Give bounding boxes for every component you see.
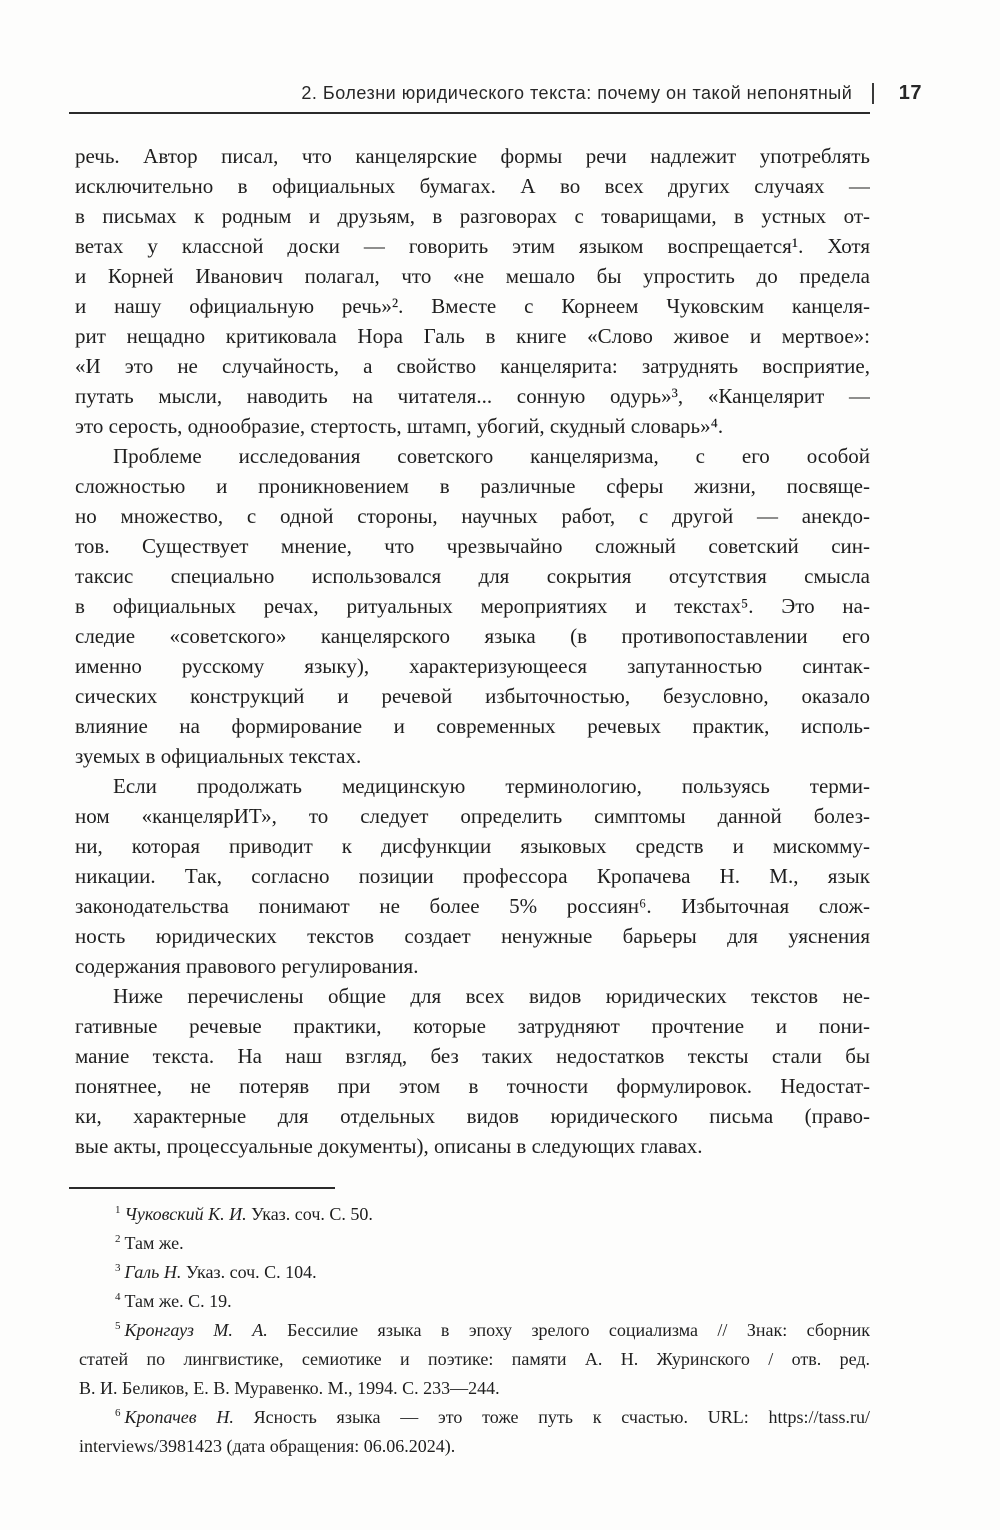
body-line-text: вые акты, процессуальные документы), описаны в следующих главах. bbox=[75, 1134, 703, 1158]
footnote-text: interviews/3981423 (дата обращения: 06.06.2024). bbox=[79, 1436, 456, 1456]
footnote-marker: 3 bbox=[115, 1262, 121, 1274]
body-line bbox=[75, 561, 870, 591]
body-line-text: «И это не случайность, а свойство канцелярита: затруднять восприятие, bbox=[75, 354, 870, 378]
footnote-text: Указ. соч. С. 50. bbox=[246, 1204, 373, 1224]
body-line-text: речь. Автор писал, что канцелярские формы речи надлежит употреблять bbox=[75, 144, 870, 168]
body-line-text: влияние на формирование и современных речевых практик, исполь- bbox=[75, 714, 870, 738]
body-line-text: ки, характерные для отдельных видов юридического письма (право- bbox=[75, 1104, 870, 1128]
footnote-line bbox=[75, 1374, 870, 1403]
footnote-line bbox=[75, 1432, 870, 1461]
footnote-marker: 5 bbox=[115, 1320, 121, 1332]
body-line-text: путать мысли, наводить на читателя... сонную одурь»³, «Канцелярит — bbox=[75, 384, 870, 408]
body-line-text: и Корней Иванович полагал, что «не мешало бы упростить до предела bbox=[75, 264, 870, 288]
body-line-text: таксис специально использовался для сокрытия отсутствия смысла bbox=[75, 564, 870, 588]
body-line-text: но множество, с одной стороны, научных работ, с другой — анекдо- bbox=[75, 504, 870, 528]
body-line-text: законодательства понимают не более 5% россиян⁶. Избыточная слож- bbox=[75, 894, 870, 918]
body-line-text: Проблеме исследования советского канцеляризма, с его особой bbox=[113, 444, 870, 468]
footnote-line bbox=[75, 1403, 870, 1432]
footnote-line bbox=[75, 1258, 870, 1287]
body-line bbox=[75, 741, 870, 771]
body-line bbox=[75, 1131, 870, 1161]
body-line-text: ном «канцелярИТ», то следует определить симптомы данной болез- bbox=[75, 804, 870, 828]
body-line-text: исключительно в официальных бумагах. А во всех других случаях — bbox=[75, 174, 870, 198]
body-line-text: никации. Так, согласно позиции профессора Кропачева Н. М., язык bbox=[75, 864, 870, 888]
footnote-marker: 2 bbox=[115, 1233, 121, 1245]
body-line-text: сложностью и проникновением в различные сферы жизни, посвяще- bbox=[75, 474, 870, 498]
footnote-text: Указ. соч. С. 104. bbox=[181, 1262, 317, 1282]
body-line bbox=[75, 951, 870, 981]
body-line bbox=[75, 441, 870, 471]
footnote-text: Ясность языка — это тоже путь к счастью. URL: https://tass.ru/ bbox=[233, 1407, 870, 1427]
body-line bbox=[75, 141, 870, 171]
body-line bbox=[75, 891, 870, 921]
body-line bbox=[75, 681, 870, 711]
body-line bbox=[75, 981, 870, 1011]
body-line-text: ветах у классной доски — говорить этим языком воспрещается¹. Хотя bbox=[75, 234, 870, 258]
body-line bbox=[75, 471, 870, 501]
body-line-text: Если продолжать медицинскую терминологию, пользуясь терми- bbox=[113, 774, 870, 798]
body-line bbox=[75, 321, 870, 351]
body-line-text: содержания правового регулирования. bbox=[75, 954, 419, 978]
body-line bbox=[75, 1071, 870, 1101]
body-line bbox=[75, 381, 870, 411]
body-line bbox=[75, 591, 870, 621]
body-line bbox=[75, 1011, 870, 1041]
body-line-text: в официальных речах, ритуальных мероприятиях и текстах⁵. Это на- bbox=[75, 594, 870, 618]
body-line-text: это серость, однообразие, стертость, штамп, убогий, скудный словарь»⁴. bbox=[75, 414, 724, 438]
header-divider-bar bbox=[872, 83, 874, 104]
footnote-text: Бессилие языка в эпоху зрелого социализма // Знак: сборник bbox=[267, 1320, 870, 1340]
footnote-marker: 6 bbox=[115, 1407, 121, 1419]
body-line bbox=[75, 1041, 870, 1071]
body-line bbox=[75, 531, 870, 561]
body-line-text: понятнее, не потеряв при этом в точности формулировок. Недостат- bbox=[75, 1074, 870, 1098]
body-line bbox=[75, 201, 870, 231]
footnote-text: статей по лингвистике, семиотике и поэтике: памяти А. Н. Журинского / отв. ред. bbox=[79, 1349, 870, 1369]
footnote-author: Галь Н. bbox=[124, 1262, 182, 1282]
running-header bbox=[75, 0, 922, 105]
footnote-line bbox=[75, 1287, 870, 1316]
footnote-line bbox=[75, 1229, 870, 1258]
body-line bbox=[75, 831, 870, 861]
footnotes bbox=[75, 1200, 870, 1461]
footnote-text: Там же. bbox=[124, 1233, 184, 1253]
body-line bbox=[75, 921, 870, 951]
body-line bbox=[75, 651, 870, 681]
body-line-text: и нашу официальную речь»². Вместе с Корнеем Чуковским канцеля- bbox=[75, 294, 870, 318]
body-line bbox=[75, 1101, 870, 1131]
body-line bbox=[75, 801, 870, 831]
header-rule bbox=[69, 112, 870, 114]
footnote-text: В. И. Беликов, Е. В. Муравенко. М., 1994. С. 233—244. bbox=[79, 1378, 500, 1398]
body-line-text: гативные речевые практики, которые затрудняют прочтение и пони- bbox=[75, 1014, 870, 1038]
footnote-author: Кронгауз М. А. bbox=[124, 1320, 268, 1340]
body-line-text: именно русскому языку), характеризующееся запутанностью синтак- bbox=[75, 654, 870, 678]
body-line bbox=[75, 351, 870, 381]
footnote-line bbox=[75, 1345, 870, 1374]
body-line bbox=[75, 291, 870, 321]
footnote-author: Чуковский К. И. bbox=[124, 1204, 247, 1224]
chapter-title: 2. Болезни юридического текста: почему он такой непонятный bbox=[301, 83, 853, 103]
body-line bbox=[75, 411, 870, 441]
footnote-marker: 4 bbox=[115, 1291, 121, 1303]
body-line bbox=[75, 771, 870, 801]
body-text bbox=[75, 141, 870, 1161]
body-line-text: сических конструкций и речевой избыточностью, безусловно, оказало bbox=[75, 684, 870, 708]
body-line bbox=[75, 861, 870, 891]
body-line-text: в письмах к родным и друзьям, в разговорах с товарищами, в устных от- bbox=[75, 204, 870, 228]
footnote-separator bbox=[69, 1187, 335, 1189]
body-line bbox=[75, 501, 870, 531]
body-line bbox=[75, 261, 870, 291]
footnote-text: Там же. С. 19. bbox=[124, 1291, 232, 1311]
body-line bbox=[75, 711, 870, 741]
body-line-text: следие «советского» канцелярского языка (в противопоставлении его bbox=[75, 624, 870, 648]
body-line bbox=[75, 231, 870, 261]
body-line-text: мание текста. На наш взгляд, без таких недостатков тексты стали бы bbox=[75, 1044, 870, 1068]
footnote-line bbox=[75, 1316, 870, 1345]
footnote-line bbox=[75, 1200, 870, 1229]
page-number: 17 bbox=[898, 82, 922, 104]
footnote-author: Кропачев Н. bbox=[124, 1407, 234, 1427]
body-line bbox=[75, 621, 870, 651]
text-column bbox=[75, 0, 922, 1461]
body-line-text: зуемых в официальных текстах. bbox=[75, 744, 362, 768]
body-line-text: Ниже перечислены общие для всех видов юридических текстов не- bbox=[113, 984, 870, 1008]
body-line-text: ни, которая приводит к дисфункции языковых средств и мискомму- bbox=[75, 834, 870, 858]
body-line-text: рит нещадно критиковала Нора Галь в книге «Слово живое и мертвое»: bbox=[75, 324, 870, 348]
body-line-text: ность юридических текстов создает ненужные барьеры для уяснения bbox=[75, 924, 870, 948]
footnote-marker: 1 bbox=[115, 1204, 121, 1216]
body-line bbox=[75, 171, 870, 201]
body-line-text: тов. Существует мнение, что чрезвычайно сложный советский син- bbox=[75, 534, 870, 558]
